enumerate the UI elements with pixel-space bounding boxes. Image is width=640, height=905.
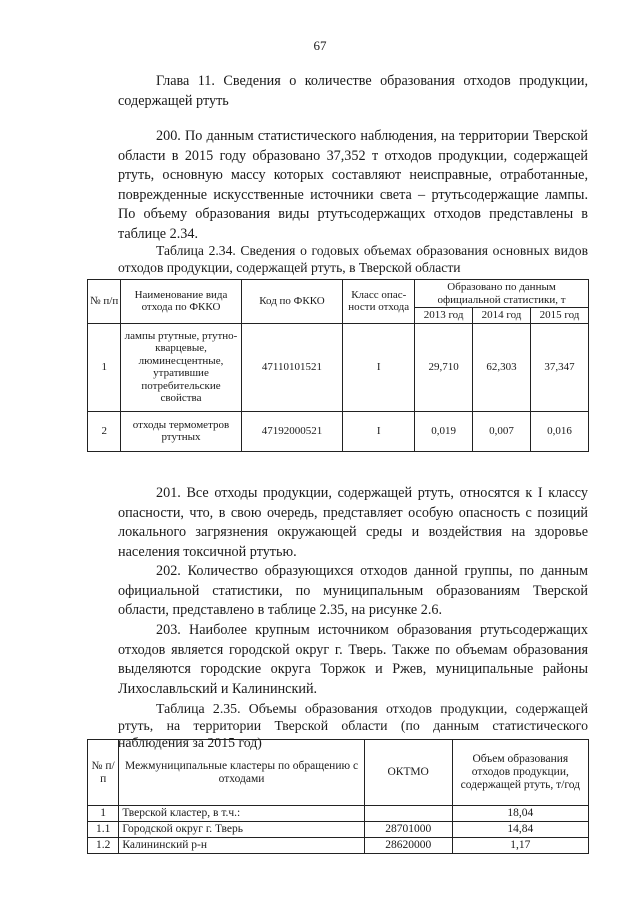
cell-2014: 0,007 bbox=[473, 411, 531, 451]
cell-name: Тверской кластер, в т.ч.: bbox=[119, 806, 364, 822]
cell-2013: 29,710 bbox=[415, 323, 473, 411]
cell-volume: 18,04 bbox=[452, 806, 588, 822]
paragraph-201: 201. Все отходы продукции, содержащей ртуть, относятся к I классу опасности, что, в свою очередь, представляет особую опасность с позиций локального загрязнения окружающей среды и воздействия на здоровье населения токсичной ртутью. bbox=[118, 485, 588, 560]
header-2013: 2013 год bbox=[415, 308, 473, 324]
header-class: Класс опас-ности отхода bbox=[343, 280, 415, 324]
table-header-row bbox=[88, 740, 589, 806]
header-cluster: Межмуниципальные кластеры по обращению с отходами bbox=[119, 740, 364, 806]
cell-volume: 1,17 bbox=[452, 838, 588, 854]
chapter-title: Глава 11. Сведения о количестве образования отходов продукции, содержащей ртуть bbox=[118, 73, 588, 109]
cell-2013: 0,019 bbox=[415, 411, 473, 451]
table-row bbox=[88, 822, 589, 838]
header-formed: Образовано по данным официальной статистики, т bbox=[415, 280, 589, 308]
cell-num: 1.1 bbox=[88, 822, 119, 838]
cell-num: 1.2 bbox=[88, 838, 119, 854]
cell-name: лампы ртутные, ртутно-кварцевые, люминесцентные, утратившие потребительские свойства bbox=[121, 323, 241, 411]
cell-2015: 0,016 bbox=[531, 411, 589, 451]
table-row bbox=[88, 838, 589, 854]
table-2-35-caption: Таблица 2.35. Объемы образования отходов продукции, содержащей ртуть, на территории Тверской области (по данным статистического наблюдения за 2015 год) bbox=[118, 701, 588, 750]
cell-class: I bbox=[343, 323, 415, 411]
cell-oktmo: 28701000 bbox=[364, 822, 452, 838]
cell-code: 47110101521 bbox=[241, 323, 343, 411]
cell-num: 1 bbox=[88, 806, 119, 822]
table-header-row bbox=[88, 280, 589, 308]
cell-name: отходы термометров ртутных bbox=[121, 411, 241, 451]
table-2-34-caption: Таблица 2.34. Сведения о годовых объемах образования основных видов отходов продукции, содержащей ртуть, в Тверской области bbox=[118, 243, 588, 275]
cell-class: I bbox=[343, 411, 415, 451]
cell-name: Городской округ г. Тверь bbox=[119, 822, 364, 838]
table-row bbox=[88, 806, 589, 822]
cell-num: 2 bbox=[88, 411, 121, 451]
table-2-34 bbox=[87, 279, 589, 452]
cell-volume: 14,84 bbox=[452, 822, 588, 838]
table-2-35 bbox=[87, 739, 589, 854]
page-number: 67 bbox=[313, 38, 327, 53]
paragraph-203: 203. Наиболее крупным источником образования ртутьсодержащих отходов является городской округ г. Тверь. Также по объемам образования выделяются городские округа Торжок и Ржев, муниципальные районы Лихославльский и Калининский. bbox=[118, 622, 588, 697]
paragraph-202: 202. Количество образующихся отходов данной группы, по данным официальной статистики, по муниципальным образованиям Тверской области, представлено в таблице 2.35, на рисунке 2.6. bbox=[118, 563, 588, 618]
header-2014: 2014 год bbox=[473, 308, 531, 324]
table-row bbox=[88, 323, 589, 411]
paragraph-200: 200. По данным статистического наблюдения, на территории Тверской области в 2015 году образовано 37,352 т отходов продукции, содержащей ртуть, основную массу которых составляют неисправные, отработанные, поврежденные искусственные источники света – ртутьсодержащие лампы. По объему образования виды ртутьсодержащих отходов представлены в таблице 2.34. bbox=[118, 128, 588, 242]
cell-oktmo bbox=[364, 806, 452, 822]
table-row bbox=[88, 411, 589, 451]
cell-2015: 37,347 bbox=[531, 323, 589, 411]
cell-name: Калининский р-н bbox=[119, 838, 364, 854]
cell-num: 1 bbox=[88, 323, 121, 411]
header-name: Наименование вида отхода по ФККО bbox=[121, 280, 241, 324]
cell-code: 47192000521 bbox=[241, 411, 343, 451]
header-code: Код по ФККО bbox=[241, 280, 343, 324]
header-num: № п/п bbox=[88, 280, 121, 324]
header-2015: 2015 год bbox=[531, 308, 589, 324]
header-num: № п/п bbox=[88, 740, 119, 806]
cell-2014: 62,303 bbox=[473, 323, 531, 411]
header-volume: Объем образования отходов продукции, содержащей ртуть, т/год bbox=[452, 740, 588, 806]
cell-oktmo: 28620000 bbox=[364, 838, 452, 854]
header-oktmo: ОКТМО bbox=[364, 740, 452, 806]
